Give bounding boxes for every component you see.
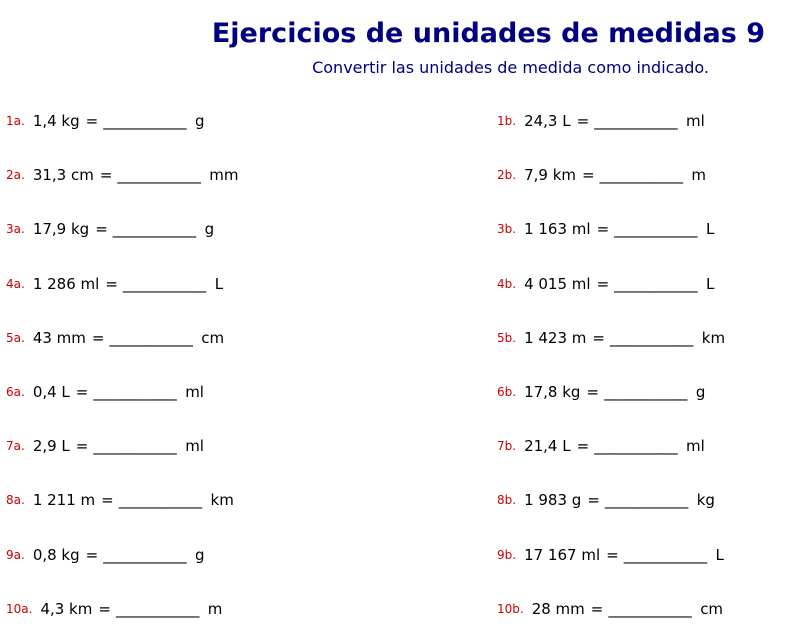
exercise-number: 1b. <box>497 114 517 129</box>
page-subtitle: Convertir las unidades de medida como indicado. <box>312 58 709 77</box>
exercise-value: 2,9 L <box>32 437 70 456</box>
exercise-6b <box>497 365 725 419</box>
target-unit: cm <box>201 328 225 347</box>
exercise-number: 2b. <box>497 168 517 183</box>
answer-blank: ____________ <box>122 274 206 293</box>
answer-blank: ____________ <box>604 491 688 510</box>
exercise-value: 1,4 kg <box>32 112 80 131</box>
answer-blank: ____________ <box>604 383 687 402</box>
exercise-1b <box>497 94 725 148</box>
equals-sign: = <box>596 220 610 239</box>
answer-blank: ____________ <box>109 328 193 347</box>
exercise-5a <box>6 311 238 365</box>
exercise-value: 1 286 ml <box>32 274 100 293</box>
exercise-value: 43 mm <box>32 328 86 347</box>
exercise-number: 10a. <box>6 601 33 616</box>
exercise-6a <box>6 365 238 419</box>
exercise-value: 0,4 L <box>32 383 70 402</box>
exercise-value: 4,3 km <box>40 599 93 618</box>
answer-blank: ____________ <box>614 274 697 293</box>
equals-sign: = <box>101 491 114 510</box>
equals-sign: = <box>105 274 118 293</box>
target-unit: L <box>214 274 224 293</box>
exercise-number: 4b. <box>497 276 517 291</box>
equals-sign: = <box>95 220 108 239</box>
equals-sign: = <box>592 328 605 347</box>
exercise-value: 24,3 L <box>524 112 571 131</box>
exercise-value: 17 167 ml <box>524 545 601 564</box>
exercise-value: 7,9 km <box>524 166 576 185</box>
exercise-number: 3a. <box>6 222 25 237</box>
equals-sign: = <box>606 545 619 564</box>
exercise-value: 1 983 g <box>524 491 582 510</box>
answer-blank: ____________ <box>103 112 187 131</box>
exercise-10a <box>6 582 238 636</box>
answer-blank: ____________ <box>93 437 177 456</box>
exercise-10b <box>497 582 725 636</box>
answer-blank: ____________ <box>599 166 683 185</box>
equals-sign: = <box>586 383 600 402</box>
equals-sign: = <box>85 545 99 564</box>
equals-sign: = <box>582 166 595 185</box>
answer-blank: ____________ <box>594 112 677 131</box>
target-unit: ml <box>185 437 204 456</box>
exercise-number: 8b. <box>497 493 517 508</box>
target-unit: ml <box>185 383 204 402</box>
target-unit: cm <box>700 599 724 618</box>
exercise-4a <box>6 257 238 311</box>
exercise-number: 2a. <box>6 168 25 183</box>
equals-sign: = <box>576 112 590 131</box>
exercise-2a <box>6 148 238 202</box>
target-unit: g <box>204 220 215 239</box>
exercise-3b <box>497 202 725 256</box>
exercise-8b <box>497 473 725 527</box>
exercise-7b <box>497 419 725 473</box>
exercise-number: 5a. <box>6 330 25 345</box>
exercise-value: 1 423 m <box>524 328 587 347</box>
exercise-column-a <box>6 94 238 636</box>
exercise-number: 7a. <box>6 439 25 454</box>
target-unit: g <box>195 112 205 131</box>
equals-sign: = <box>99 166 113 185</box>
exercise-5b <box>497 311 725 365</box>
target-unit: mm <box>209 166 239 185</box>
target-unit: L <box>715 545 724 564</box>
target-unit: ml <box>686 112 705 131</box>
exercise-value: 31,3 cm <box>32 166 94 185</box>
exercise-number: 6b. <box>497 385 517 400</box>
equals-sign: = <box>85 112 99 131</box>
exercise-number: 6a. <box>6 385 25 400</box>
exercise-number: 8a. <box>6 493 25 508</box>
answer-blank: ____________ <box>103 545 187 564</box>
target-unit: L <box>705 220 715 239</box>
exercise-value: 1 211 m <box>32 491 96 510</box>
answer-blank: ____________ <box>614 220 697 239</box>
exercise-number: 5b. <box>497 330 517 345</box>
answer-blank: ____________ <box>118 491 202 510</box>
answer-blank: ____________ <box>608 599 692 618</box>
exercise-2b <box>497 148 725 202</box>
exercise-number: 10b. <box>497 601 524 616</box>
exercise-7a <box>6 419 238 473</box>
equals-sign: = <box>75 437 89 456</box>
target-unit: m <box>207 599 223 618</box>
exercise-9b <box>497 528 725 582</box>
equals-sign: = <box>596 274 610 293</box>
answer-blank: ____________ <box>623 545 707 564</box>
target-unit: L <box>705 274 715 293</box>
answer-blank: ____________ <box>115 599 199 618</box>
equals-sign: = <box>590 599 604 618</box>
exercise-8a <box>6 473 238 527</box>
target-unit: kg <box>696 491 715 510</box>
answer-blank: ____________ <box>609 328 693 347</box>
target-unit: ml <box>686 437 705 456</box>
exercise-number: 3b. <box>497 222 517 237</box>
exercise-number: 7b. <box>497 439 517 454</box>
target-unit: g <box>695 383 706 402</box>
exercise-number: 9a. <box>6 547 25 562</box>
equals-sign: = <box>587 491 600 510</box>
answer-blank: ____________ <box>594 437 677 456</box>
exercise-9a <box>6 528 238 582</box>
page-title: Ejercicios de unidades de medidas 9 <box>211 18 765 49</box>
target-unit: km <box>210 491 234 510</box>
exercise-value: 1 163 ml <box>524 220 591 239</box>
target-unit: m <box>691 166 707 185</box>
exercise-3a <box>6 202 238 256</box>
equals-sign: = <box>91 328 105 347</box>
exercise-column-b <box>497 94 725 636</box>
answer-blank: ____________ <box>93 383 177 402</box>
exercise-value: 0,8 kg <box>32 545 80 564</box>
answer-blank: ____________ <box>112 220 196 239</box>
equals-sign: = <box>98 599 111 618</box>
equals-sign: = <box>75 383 89 402</box>
exercise-number: 4a. <box>6 276 25 291</box>
exercise-4b <box>497 257 725 311</box>
exercise-value: 28 mm <box>531 599 585 618</box>
exercise-number: 1a. <box>6 114 25 129</box>
target-unit: g <box>195 545 205 564</box>
exercise-value: 17,9 kg <box>32 220 90 239</box>
equals-sign: = <box>576 437 590 456</box>
exercise-number: 9b. <box>497 547 517 562</box>
exercise-value: 21,4 L <box>524 437 571 456</box>
exercise-value: 4 015 ml <box>524 274 591 293</box>
exercise-1a <box>6 94 238 148</box>
target-unit: km <box>701 328 726 347</box>
exercise-value: 17,8 kg <box>524 383 581 402</box>
answer-blank: ____________ <box>117 166 201 185</box>
